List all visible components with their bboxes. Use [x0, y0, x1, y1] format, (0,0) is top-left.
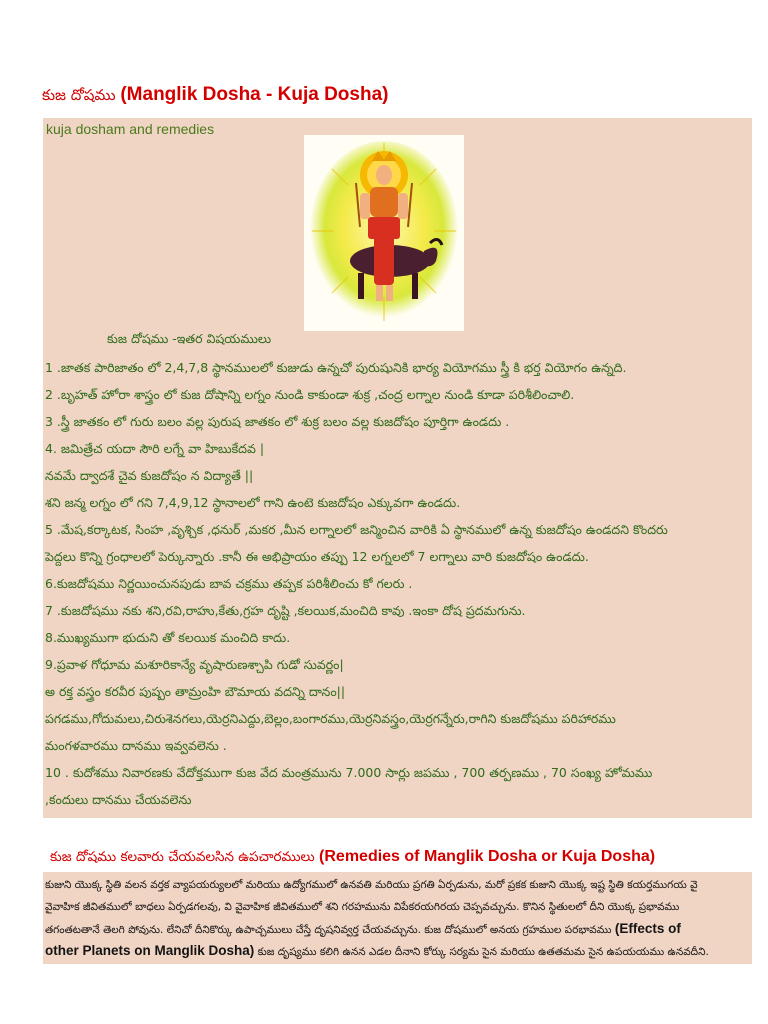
list-item: 2 .బృహత్ హోరా శాస్త్రం లో కుజ దోషాన్ని లగ్నం నుండి కాకుండా శుక్ర ,చంద్ర లగ్నాల నుండి కూడా పరిశీలించాలి. — [45, 387, 575, 402]
paragraph-line — [45, 940, 747, 962]
paragraph-line: వైవాహిక జీవితములో బాధలు ఏర్పడగలవు, వి వైవాహిక జీవితములో శని గరహమును విపేకరయగిరయ చెప్పవచ్చును. కొనిన స్థితులలో దీని యొక్క ప్రభావము — [45, 901, 680, 913]
list-item: 5 .మేష,కర్కాటక, సింహ ,వృశ్చిక ,ధనుర్ ,మకర ,మీన లగ్నాలలో జన్మించిన వారికి ఏ స్థానములో ఉన్న కుజదోషం ఉండదని కొందరు — [45, 522, 668, 537]
heading-english: (Manglik Dosha - Kuja Dosha) — [120, 84, 389, 105]
list-item: మంగళవారము దానము ఇవ్వవలెను . — [45, 738, 227, 753]
list-item: 3 .స్త్రీ జాతకం లో గురు బలం వల్ల పురుష జాతకం లో శుక్ర బలం వల్ల కుజదోషం పూర్తిగా ఉండదు . — [45, 414, 510, 429]
deity-illustration — [304, 135, 464, 331]
list-item: ,కందులు దానము చేయవలెను — [45, 792, 192, 807]
paragraph-line: కుజుని యొక్క స్థితి వలన వర్తక వ్యాపయర్యులలో మరియు ఉద్యోగములో ఉనవతి మరియు ప్రగతి ఏర్పడును, మరో ప్రకక కుజుని యొక్క ఇష్ట స్థితి కయర్తముగయ వై — [45, 879, 698, 891]
list-item: శని జన్మ లగ్నం లో గని 7,4,9,12 స్థానాలలో గాని ఉంటె కుజదోషం ఎక్కువగా ఉండదు. — [45, 495, 461, 510]
effects-link-text: other Planets on Manglik Dosha) — [45, 943, 255, 958]
list-item: నవమే ద్వాదశే చైవ కుజదోషం న విద్యాతే || — [45, 468, 254, 483]
paragraph-text: కుజ దృష్యము కలిగి ఉనన ఎడల దీనాని కోర్కు సర్యమ సైన మరియు ఉతతమమ సైన ఉపయయము ఉనవదీని. — [257, 946, 709, 958]
list-item: 9.ప్రవాళ గోధూమ మశూరికాన్యే వృషారుణశ్చాపి గుడో సువర్ణం| — [45, 657, 344, 672]
list-item: 1 .జాతక పారిజాతం లో 2,4,7,8 స్థానములలో కుజుడు ఉన్నచో పురుషునికి భార్య వియోగము స్త్రీ కి భర్త వియోగం ఉన్నది. — [45, 360, 627, 375]
list-item: 6.కుజదోషము నిర్ణయించునపుడు బావ చక్రము తప్పక పరిశీలించు కో గలరు . — [45, 576, 413, 591]
list-item: పగడము,గోదుమలు,చిరుశెనగలు,యెర్రనిఎద్దు,బెల్లం,బంగారము,యెర్రనివస్త్రం,యెర్రగన్నేరు,రాగిని కుజదోషము పరిహారము — [45, 711, 616, 726]
remedies-heading-telugu: కుజ దోషము కలవారు చేయవలసిన ఉపచారములు — [50, 849, 315, 865]
list-item: 10 . కుదోశము నివారణకు వేదోక్తముగా కుజ వేద మంత్రమును 7.000 సార్లు జపము , 700 తర్పణము , 70 సంఖ్య హోమము — [45, 765, 653, 780]
effects-link-text: (Effects of — [614, 921, 681, 936]
kuja-dosham-section — [43, 118, 752, 818]
list-item: అ రక్త వస్త్రం కరవీర పుష్పం తామ్రంహి బౌమాయ వదన్ని దానం|| — [45, 684, 346, 699]
sub-heading: కుజ దోషము -ఇతర విషయములు — [107, 331, 272, 346]
remedies-heading-english: (Remedies of Manglik Dosha or Kuja Dosha) — [319, 848, 656, 865]
list-item: 7 .కుజదోషము నకు శని,రవి,రాహు,కేతు,గ్రహ దృష్టి ,కలయిక,మంచిది కావు .ఇంకా దోష ప్రదమగును. — [45, 603, 526, 618]
remedies-paragraph — [45, 874, 747, 962]
list-item: పెద్దలు కొన్ని గ్రంధాలలో పెర్కున్నారు .కానీ ఈ అభిప్రాయం తప్పు 12 లగ్నలలో 7 లగ్నాలు వారి కుజదోషం ఉండదు. — [45, 549, 589, 564]
remedies-section — [43, 872, 752, 964]
list-item: 4. జమిత్రేచ యదా సౌరి లగ్నే వా హిబుకేదవ | — [45, 441, 265, 456]
kuja-deity-image — [304, 135, 464, 331]
paragraph-text: తగంతటతానే తెలగి పోవును. లేనిచో దీనికొర్కు ఉపాచ్చములు చేస్తే దృషనివ్వర్త చేయవచ్చును. కుజ దోషములో అనయ గ్రహముల పరభావము — [45, 924, 612, 936]
remedies-heading — [50, 848, 655, 868]
section-subtitle: kuja dosham and remedies — [46, 121, 215, 137]
heading-telugu: కుజ దోషము — [42, 86, 116, 104]
page-heading — [42, 84, 388, 108]
paragraph-line — [45, 918, 747, 940]
list-item: 8.ముఖ్యముగా భుదుని తో కలయిక మంచిది కాదు. — [45, 630, 291, 645]
